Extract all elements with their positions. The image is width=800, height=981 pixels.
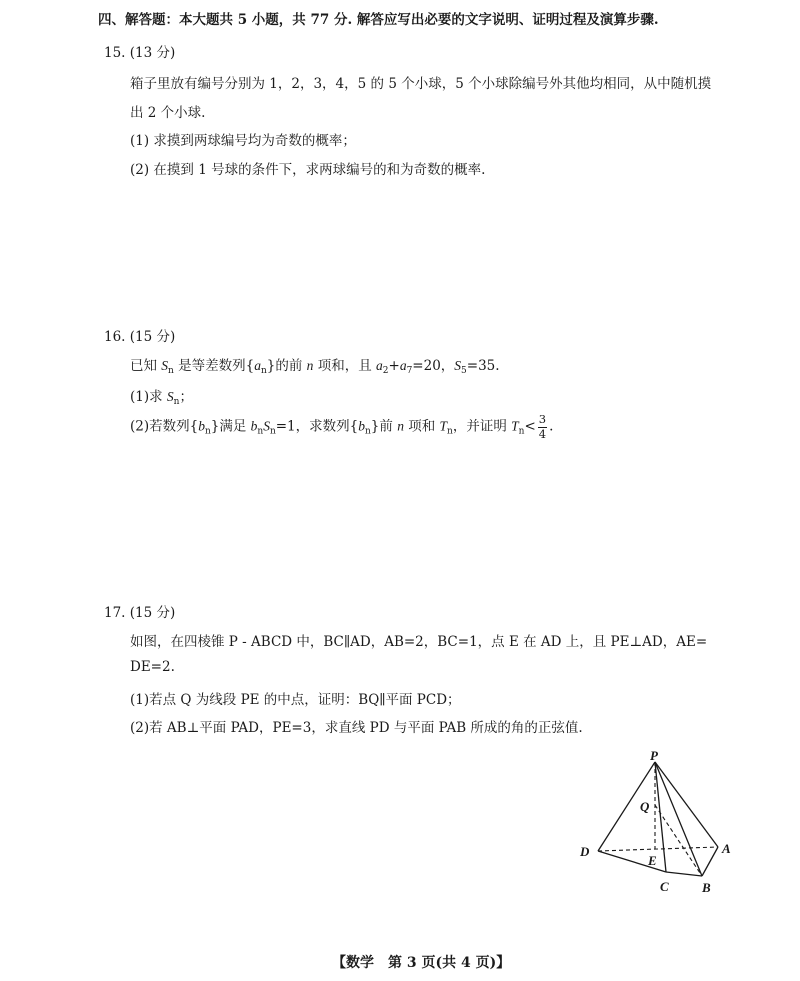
q15-stem-line2: 出 2 个小球. (130, 105, 206, 121)
q15-stem-line1: 箱子里放有编号分别为 1，2，3，4，5 的 5 个小球，5 个小球除编号外其他均相同，从中随机摸 (130, 76, 712, 92)
q16-label: 16. (15 分) (104, 329, 176, 345)
label-Q: Q (640, 799, 650, 814)
q16-part2: (2)若数列$\{b_n\}$满足 $b_nS_n=1$，求数列$\{b_n\}$前 n 项和 $T_n$，并证明 $T_n<$ $\frac{3}{4}$ . (130, 412, 554, 441)
label-C: C (660, 879, 669, 894)
q17-label: 17. (15 分) (104, 605, 176, 621)
label-P: P (650, 748, 658, 763)
edge-CB (666, 872, 702, 876)
label-A: A (722, 841, 731, 856)
page-footer: 【数学 第 3 页(共 4 页)】 (332, 955, 511, 971)
fraction-three-quarters: $\frac{3}{4}$ (538, 412, 547, 441)
section-heading: 四、解答题：本大题共 5 小题，共 77 分. 解答应写出必要的文字说明、证明过程及演算步骤. (98, 12, 659, 28)
q17-part2: (2)若 AB⊥平面 PAD，PE=3，求直线 PD 与平面 PAB 所成的角的正弦值. (130, 720, 583, 736)
label-E: E (648, 853, 657, 868)
q17-part1: (1)若点 Q 为线段 PE 的中点，证明：BQ∥平面 PCD； (130, 692, 461, 708)
q17-stem-line1: 如图，在四棱锥 P - ABCD 中，BC∥AD，AB=2，BC=1，点 E 在 AD 上，且 PE⊥AD，AE= (130, 634, 708, 650)
q16-part1: (1)求 $S_n$； (130, 389, 193, 407)
edge-BA (702, 847, 718, 876)
label-B: B (702, 880, 711, 895)
pyramid-figure (570, 745, 750, 910)
label-D: D (580, 844, 590, 859)
q15-part1: (1) 求摸到两球编号均为奇数的概率； (130, 133, 356, 149)
q15-label: 15. (13 分) (104, 45, 176, 61)
q17-stem-line2: DE=2. (130, 659, 175, 675)
q16-stem: 已知 $S_n$ 是等差数列$\{a_n\}$的前 n 项和，且 $a_2+a_7=20$，$S_5=35$. (130, 358, 500, 376)
edge-DA (598, 847, 718, 851)
edge-PA (655, 762, 718, 847)
edge-PB (655, 762, 702, 876)
q15-part2: (2) 在摸到 1 号球的条件下，求两球编号的和为奇数的概率. (130, 162, 486, 178)
